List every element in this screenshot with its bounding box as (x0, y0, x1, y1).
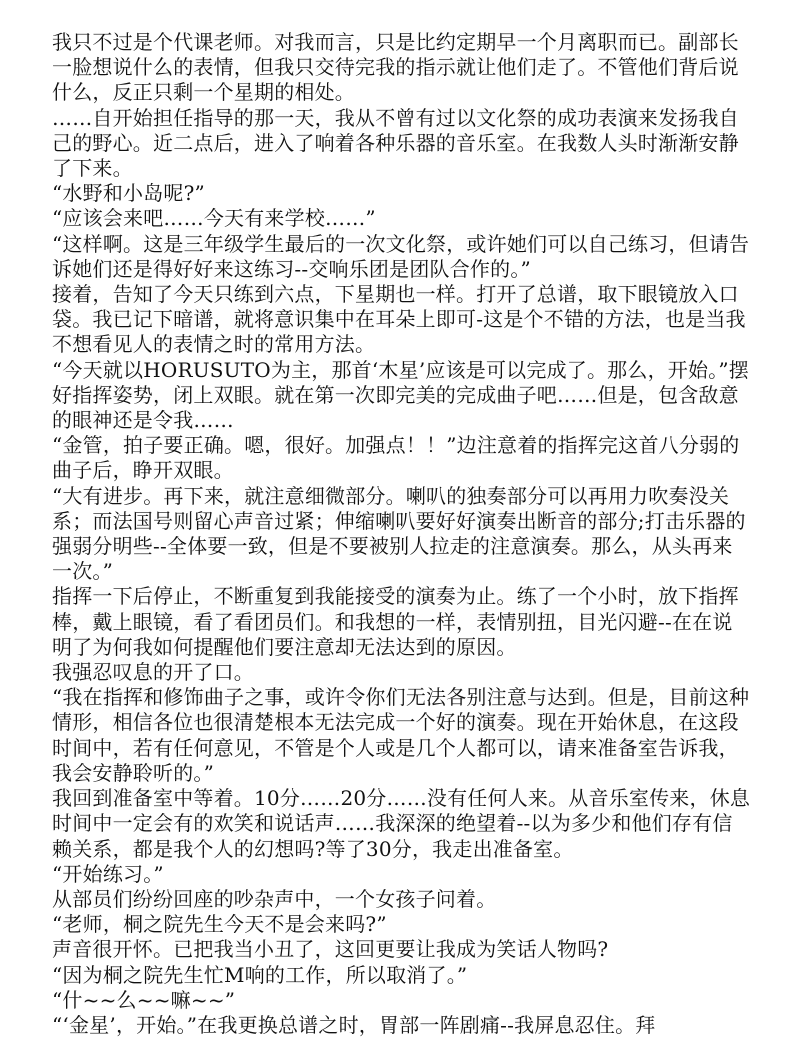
paragraph: “水野和小岛呢?” (52, 181, 205, 206)
paragraph: “开始练习。” (52, 861, 164, 886)
paragraph: “金管，拍子要正确。嗯，很好。加强点！！”边注意着的指挥完这首八分弱的曲子后，睁开双眼。 (52, 433, 740, 483)
paragraph: 我回到准备室中等着。10分……20分……没有任何人来。从音乐室传来，休息时间中一定会有的欢笑和说话声……我深深的绝望着--以为多少和他们存有信赖关系，都是我个人的幻想吗?等了30分，我走出准备室。 (52, 786, 751, 861)
paragraph: 我只不过是个代课老师。对我而言，只是比约定期早一个月离职而已。副部长一脸想说什么的表情，但我只交待完我的指示就让他们走了。不管他们背后说什么，反正只剩一个星期的相处。 (52, 30, 739, 105)
paragraph: ……自开始担任指导的那一天，我从不曾有过以文化祭的成功表演来发扬我自己的野心。近二点后，进入了响着各种乐器的音乐室。在我数人头时渐渐安静了下来。 (52, 105, 739, 181)
paragraph: 我强忍叹息的开了口。 (52, 660, 254, 685)
paragraph: 接着，告知了今天只练到六点，下星期也一样。打开了总谱，取下眼镜放入口袋。我已记下暗谱，就将意识集中在耳朵上即可-这是个不错的方法，也是当我不想看见人的表情之时的常用方法。 (52, 282, 746, 357)
paragraph: “大有进步。再下来，就注意细微部分。喇叭的独奏部分可以再用力吹奏没关系；而法国号则留心声音过紧；伸缩喇叭要好好演奏出断音的部分;打击乐器的强弱分明些--全体要一致，但是不要被别人拉走的注意演奏。那么，从头再来一次。” (52, 483, 746, 584)
paragraph: “应该会来吧……今天有来学校……” (52, 206, 376, 231)
paragraph: “老师，桐之院先生今天不是会来吗?” (52, 912, 387, 937)
paragraph: 声音很开怀。已把我当小丑了，这回更要让我成为笑话人物吗? (52, 937, 609, 962)
paragraph: “‘金星’，开始。”在我更换总谱之时，胃部一阵剧痛--我屏息忍住。拜 (52, 1012, 656, 1037)
document-page (52, 30, 752, 1038)
paragraph: “我在指挥和修饰曲子之事，或许令你们无法各别注意与达到。但是，目前这种情形，相信各位也很清楚根本无法完成一个好的演奏。现在开始休息，在这段时间中，若有任何意见，不管是个人或是几个人都可以，请来准备室告诉我，我会安静聆听的。” (52, 685, 750, 785)
paragraph: “这样啊。这是三年级学生最后的一次文化祭，或许她们可以自己练习，但请告诉她们还是得好好来这练习--交响乐团是团队合作的。” (52, 231, 750, 281)
paragraph: “今天就以HORUSUTO为主，那首‘木星’应该是可以完成了。那么，开始。”摆好指挥姿势，闭上双眼。就在第一次即完美的完成曲子吧……但是，包含敌意的眼神还是令我…… (52, 357, 750, 433)
paragraph: “因为桐之院先生忙M响的工作，所以取消了。” (52, 962, 468, 987)
paragraph: “什~~么~~嘛~~” (52, 987, 236, 1012)
paragraph: 从部员们纷纷回座的吵杂声中，一个女孩子问着。 (52, 886, 497, 911)
paragraph: 指挥一下后停止，不断重复到我能接受的演奏为止。练了一个小时，放下指挥棒，戴上眼镜，看了看团员们。和我想的一样，表情别扭，目光闪避--在在说明了为何我如何提醒他们要注意却无法达到的原因。 (52, 584, 739, 659)
